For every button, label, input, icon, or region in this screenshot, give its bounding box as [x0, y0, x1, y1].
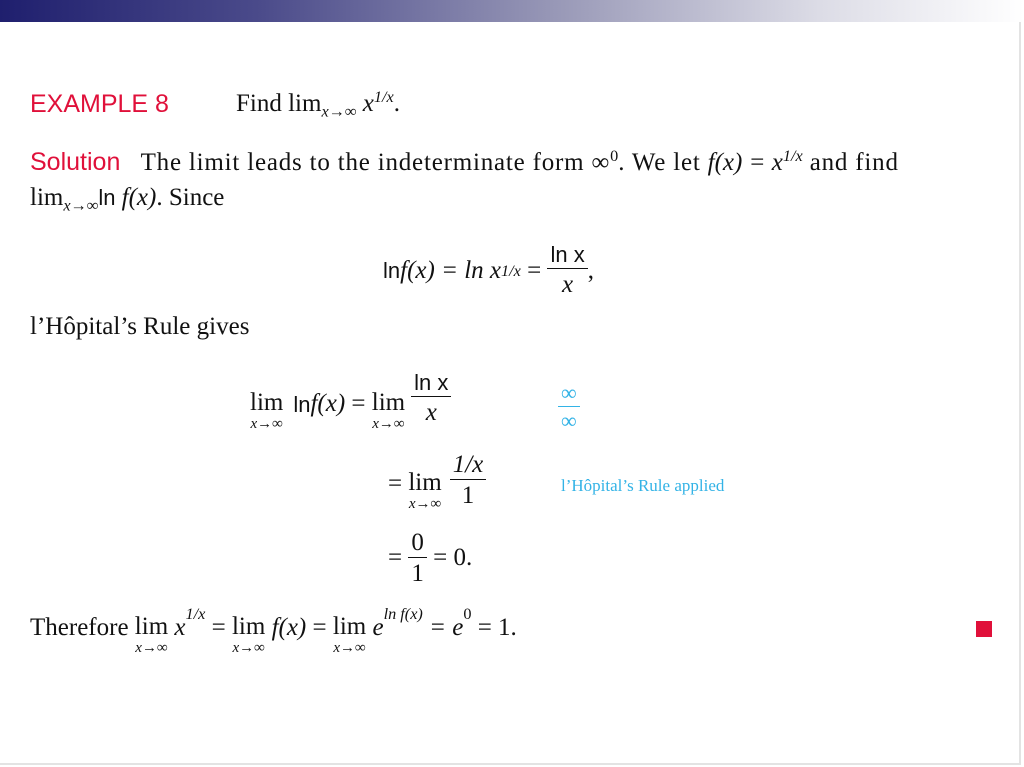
solution-label: Solution	[30, 148, 121, 176]
lim-operator: lim x→∞	[134, 613, 169, 656]
fraction-lnx-over-x: $\frac{\text{ln x}}{x}$	[547, 244, 587, 297]
fraction-0-over-1: $\frac{0}{1}$	[408, 530, 427, 586]
lim-operator: lim x→∞	[408, 469, 442, 512]
rule-intro-text: l’Hôpital’s Rule gives	[30, 313, 250, 340]
fraction-lnx-over-x: $\frac{\text{ln x}}{x}$	[411, 372, 451, 425]
indeterminate-note: $\frac{\infty}{\infty}$	[558, 382, 580, 432]
lim-operator: lim x→∞	[231, 613, 266, 656]
example-label: EXAMPLE 8	[30, 90, 169, 118]
rule-applied-note: l’Hôpital’s Rule applied	[561, 476, 725, 495]
fraction-1x-over-1: $\frac{1/x}{1}$	[450, 452, 487, 508]
solution-line-2: $\lim_{x\to\infty}\ln$ f(x). Since	[30, 184, 225, 215]
example-task: Find $\lim_{x\to\infty} x^{1/x}$.	[236, 88, 400, 121]
conclusion-line: Therefore lim x→∞ x 1/x = lim x→∞ f(x) = lim x→∞ e ln f(x) = e 0 = 1.	[30, 605, 517, 656]
lim-operator: lim x→∞	[371, 389, 406, 432]
lim-operator: lim x→∞	[332, 613, 367, 656]
limit-row-3: = $\frac{0}{1}$ = 0.	[388, 529, 473, 587]
limit-row-1: lim x→∞ ln f(x) = lim x→∞ $\frac{\text{ln x}}{x}$	[250, 372, 451, 432]
example-heading	[30, 90, 169, 119]
equation-ln-fx: ln f(x) = ln x 1/x = $\frac{\text{ln x}}{x}$ ,	[383, 242, 594, 298]
title-bar-gradient	[0, 0, 1024, 22]
solution-line-1: Solution The limit leads to the indeterminate form ∞$^0$. We let $f(x) = x^{1/x}$ and find	[30, 147, 899, 176]
end-of-proof-square-icon	[976, 621, 992, 637]
limit-row-2: = lim x→∞ $\frac{1/x}{1}$	[388, 452, 486, 512]
lim-operator: lim x→∞	[250, 389, 284, 432]
